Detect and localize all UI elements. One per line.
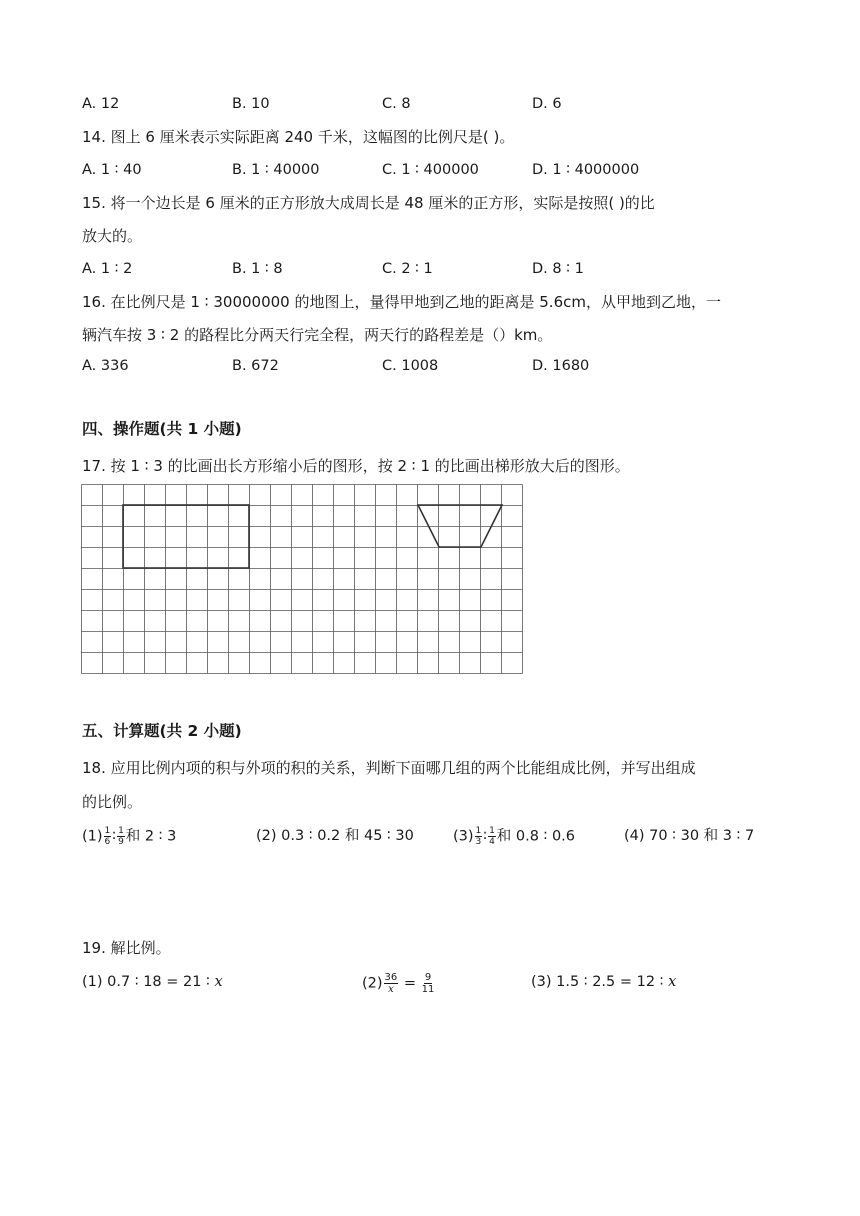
trapezoid-shape (418, 505, 502, 547)
q19-part1: (1) 0.7 ∶ 18 = 21 ∶ x (82, 974, 223, 990)
q17-text: 17. 按 1 ∶ 3 的比画出长方形缩小后的图形，按 2 ∶ 1 的比画出梯形放大后的图形。 (82, 457, 630, 475)
q16-option-a: A. 336 (82, 358, 129, 374)
fraction: $\frac{36}{x}$ (384, 972, 398, 995)
q16-option-d: D. 1680 (532, 358, 590, 374)
q19-part2: (2) $\frac{36}{x}$ = $\frac{9}{11}$ (362, 972, 435, 995)
q16-option-b: B. 672 (232, 358, 279, 374)
q18-part3: (3) $\frac{1}{3}$ ∶ $\frac{1}{4}$ 和 0.8 ∶ 0.6 (453, 826, 576, 847)
q18-text-line2: 的比例。 (82, 793, 143, 811)
section-heading-operations: 四、操作题(共 1 小题) (82, 420, 242, 438)
q14-option-a: A. 1 ∶ 40 (82, 162, 142, 178)
q15-option-c: C. 2 ∶ 1 (382, 261, 433, 277)
q17-grid-figure (81, 484, 526, 676)
q18-part2: (2) 0.3 ∶ 0.2 和 45 ∶ 30 (256, 828, 414, 844)
fraction: $\frac{1}{3}$ (475, 826, 482, 847)
q15-text-line2: 放大的。 (82, 227, 143, 245)
q15-option-d: D. 8 ∶ 1 (532, 261, 584, 277)
q13-option-a: A. 12 (82, 96, 120, 112)
q19-part3: (3) 1.5 ∶ 2.5 = 12 ∶ x (531, 974, 677, 990)
q14-option-d: D. 1 ∶ 4000000 (532, 162, 640, 178)
q19-text: 19. 解比例。 (82, 939, 171, 957)
grid-lines (82, 485, 523, 674)
q15-option-a: A. 1 ∶ 2 (82, 261, 133, 277)
q13-option-d: D. 6 (532, 96, 562, 112)
fraction: $\frac{1}{6}$ (104, 826, 111, 847)
fraction: $\frac{1}{9}$ (118, 826, 124, 847)
q18-text-line1: 18. 应用比例内项的积与外项的积的关系，判断下面哪几组的两个比能组成比例，并写出组成 (82, 759, 696, 777)
q16-text-line2: 辆汽车按 3 ∶ 2 的路程比分两天行完全程，两天行的路程差是（）km。 (82, 326, 553, 344)
q14-option-b: B. 1 ∶ 40000 (232, 162, 320, 178)
rectangle-shape (123, 505, 249, 568)
q13-option-c: C. 8 (382, 96, 411, 112)
q18-part1: (1) $\frac{1}{6}$ ∶ $\frac{1}{9}$ 和 2 ∶ 3 (82, 826, 177, 847)
fraction: $\frac{1}{4}$ (489, 826, 495, 847)
q16-option-c: C. 1008 (382, 358, 439, 374)
q14-text: 14. 图上 6 厘米表示实际距离 240 千米，这幅图的比例尺是( )。 (82, 128, 515, 146)
q15-option-b: B. 1 ∶ 8 (232, 261, 283, 277)
q13-option-b: B. 10 (232, 96, 270, 112)
section-heading-calculation: 五、计算题(共 2 小题) (82, 722, 242, 740)
q18-part4: (4) 70 ∶ 30 和 3 ∶ 7 (624, 828, 755, 844)
fraction: $\frac{9}{11}$ (421, 972, 435, 995)
q14-option-c: C. 1 ∶ 400000 (382, 162, 479, 178)
q16-text-line1: 16. 在比例尺是 1 ∶ 30000000 的地图上，量得甲地到乙地的距离是 5.6cm，从甲地到乙地，一 (82, 293, 721, 311)
q15-text-line1: 15. 将一个边长是 6 厘米的正方形放大成周长是 48 厘米的正方形，实际是按照( )的比 (82, 194, 655, 212)
